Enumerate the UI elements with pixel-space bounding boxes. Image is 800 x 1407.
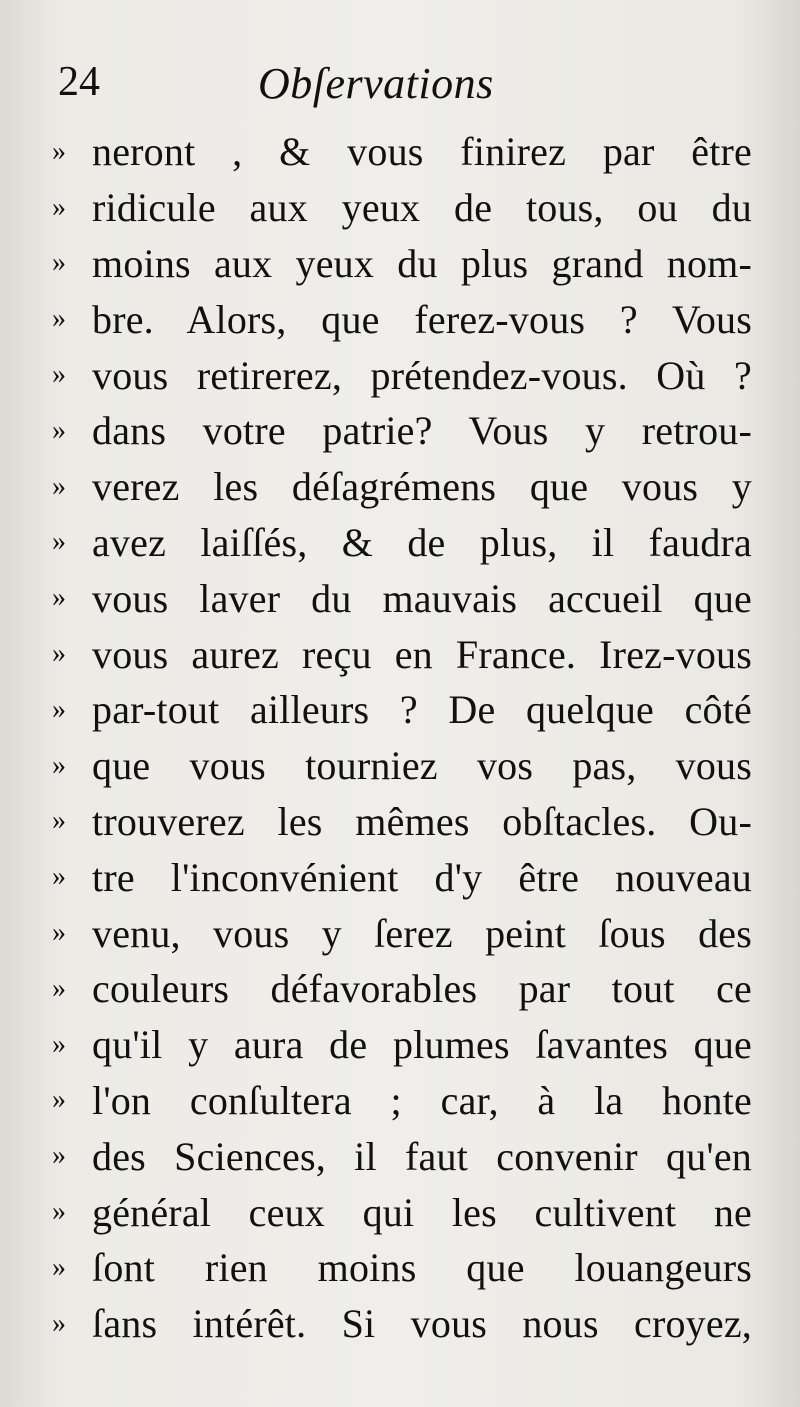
line-text: ridicule aux yeux de tous, ou du	[92, 185, 752, 231]
text-line	[52, 794, 752, 850]
running-title: Obſervations	[258, 59, 494, 108]
quotation-mark: »	[52, 414, 66, 446]
line-text: trouverez les mêmes obſtacles. Ou-	[92, 798, 752, 844]
text-line	[52, 459, 752, 515]
line-text: verez les déſagrémens que vous y	[92, 464, 752, 510]
quotation-mark: »	[52, 805, 66, 837]
text-line	[52, 905, 752, 961]
text-line	[52, 1073, 752, 1129]
line-text: vous retirerez, prétendez-vous. Où ?	[92, 352, 752, 398]
line-text: vous laver du mauvais accueil que	[92, 575, 752, 621]
text-line	[52, 1017, 752, 1073]
line-text: couleurs défavorables par tout ce	[92, 966, 752, 1012]
text-line	[52, 1240, 752, 1296]
line-text: moins aux yeux du plus grand nom-	[92, 240, 752, 286]
line-text: par-tout ailleurs ? De quelque côté	[92, 687, 752, 733]
text-line	[52, 124, 752, 180]
text-line	[52, 1184, 752, 1240]
quotation-mark: »	[52, 1028, 66, 1060]
line-text: général ceux qui les cultivent ne	[92, 1189, 752, 1235]
quotation-mark: »	[52, 1196, 66, 1228]
text-line	[52, 626, 752, 682]
text-line	[52, 347, 752, 403]
text-line	[52, 1128, 752, 1184]
line-text: neront , & vous finirez par être	[92, 129, 752, 175]
line-text: bre. Alors, que ferez-vous ? Vous	[92, 296, 752, 342]
line-text: vous aurez reçu en France. Irez-vous	[92, 631, 752, 677]
quotation-mark: »	[52, 1084, 66, 1116]
quotation-mark: »	[52, 1251, 66, 1283]
page-header	[58, 52, 740, 112]
text-line	[52, 236, 752, 292]
line-text: ſont rien moins que louangeurs	[92, 1245, 752, 1291]
quotation-mark: »	[52, 135, 66, 167]
text-line	[52, 1296, 752, 1352]
page-number: 24	[58, 59, 100, 105]
text-line	[52, 738, 752, 794]
line-text: venu, vous y ſerez peint ſous des	[92, 910, 752, 956]
text-line	[52, 570, 752, 626]
line-text: tre l'inconvénient d'y être nouveau	[92, 854, 752, 900]
line-text: des Sciences, il faut convenir qu'en	[92, 1133, 752, 1179]
text-line	[52, 682, 752, 738]
text-line	[52, 291, 752, 347]
line-text: ſans intérêt. Si vous nous croyez,	[92, 1301, 752, 1347]
quotation-mark: »	[52, 470, 66, 502]
quotation-mark: »	[52, 972, 66, 1004]
quotation-mark: »	[52, 1140, 66, 1172]
line-text: que vous tourniez vos pas, vous	[92, 743, 752, 789]
quotation-mark: »	[52, 303, 66, 335]
quotation-mark: »	[52, 917, 66, 949]
body-text	[52, 124, 752, 1352]
line-text: avez laiſſés, & de plus, il faudra	[92, 519, 752, 565]
line-text: dans votre patrie? Vous y retrou-	[92, 408, 752, 454]
text-line	[52, 849, 752, 905]
text-line	[52, 515, 752, 571]
quotation-mark: »	[52, 693, 66, 725]
quotation-mark: »	[52, 359, 66, 391]
quotation-mark: »	[52, 526, 66, 558]
text-line	[52, 403, 752, 459]
line-text: qu'il y aura de plumes ſavantes que	[92, 1022, 752, 1068]
quotation-mark: »	[52, 247, 66, 279]
quotation-mark: »	[52, 638, 66, 670]
quotation-mark: »	[52, 861, 66, 893]
text-line	[52, 180, 752, 236]
quotation-mark: »	[52, 191, 66, 223]
text-line	[52, 961, 752, 1017]
quotation-mark: »	[52, 582, 66, 614]
quotation-mark: »	[52, 1307, 66, 1339]
quotation-mark: »	[52, 749, 66, 781]
line-text: l'on conſultera ; car, à la honte	[92, 1077, 752, 1123]
